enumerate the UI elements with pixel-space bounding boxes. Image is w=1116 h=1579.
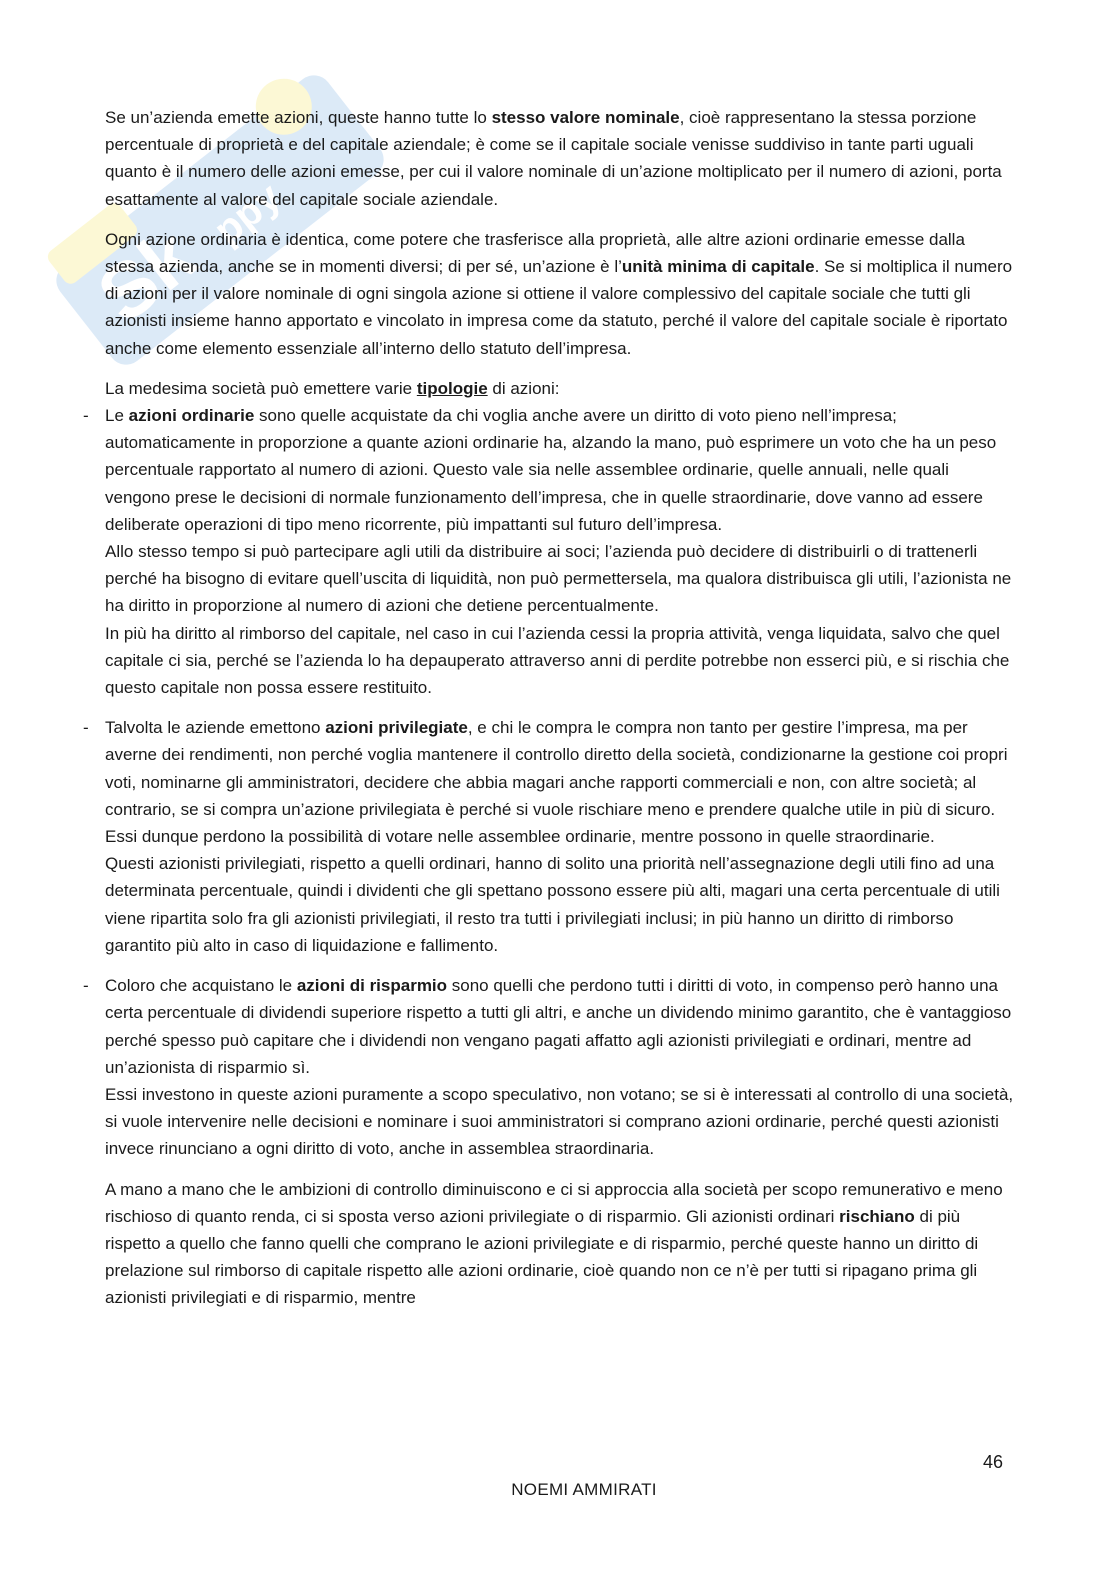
paragraph: A mano a mano che le ambizioni di controllo diminuiscono e ci si approccia alla società per scopo remunerativo e meno rischioso di quanto renda, ci si sposta verso azioni privilegiate o di risparmio. Gli azionisti ordinari rischiano di più rispetto a quello che fanno quelli che comprano le azioni privilegiate e di risparmio, perché queste hanno un diritto di prelazione sul rimborso di capitale rispetto alle azioni ordinarie, cioè quando non ce n’è per tutti si ripagano prima gli azionisti privilegiati e di risparmio, mentre — [105, 1179, 1003, 1308]
paragraph: Le azioni ordinarie sono quelle acquistate da chi voglia anche avere un diritto di voto pieno nell’impresa; automaticamente in proporzione a quante azioni ordinarie ha, alzando la mano, può esprimere un voto che ha un peso percentuale rapportato al numero di azioni. Questo vale sia nelle assemblee ordinarie, quelle annuali, nelle quali vengono prese le decisioni di normale funzionamento dell’impresa, che in quelle straordinarie, dove vanno ad essere deliberate operazioni di tipo meno ricorrente, più impattanti sul futuro dell’impresa. — [105, 406, 997, 534]
paragraph: Questi azionisti privilegiati, rispetto a quelli ordinari, hanno di solito una priorità nell’assegnazione degli utili fino ad una determinata percentuale, quindi i dividenti che gli spettano possono essere più alti, magari una certa percentuale di utili viene ripartita solo fra gli azionisti privilegiati, il resto tra tutti i privilegiati inclusi; in più hanno un diritto di rimborso garantito più alto in caso di liquidazione e fallimento. — [105, 854, 1000, 955]
paragraph: Coloro che acquistano le azioni di risparmio sono quelli che perdono tutti i diritti di voto, in compenso però hanno una certa percentuale di dividendi superiore rispetto a tutti gli altri, e anche un dividendo minimo garantito, che è vantaggioso perché spesso può capitare che i dividendi non vengano pagati affatto agli azionisti privilegiati e ordinari, mentre ad un’azionista di risparmio sì. — [105, 976, 1012, 1077]
list-item — [83, 714, 1017, 959]
paragraph: Allo stesso tempo si può partecipare agli utili da distribuire ai soci; l’azienda può decidere di distribuirli o di trattenerli perché ha bisogno di evitare quell’uscita di liquidità, non può permettersela, ma qualora distribuisca gli utili, l’azionista ne ha diritto in proporzione al numero di azioni che detiene percentualmente. — [105, 542, 1012, 616]
main-text — [83, 104, 1017, 1325]
paragraph: Ogni azione ordinaria è identica, come potere che trasferisce alla proprietà, alle altre azioni ordinarie emesse dalla stessa azienda, anche se in momenti diversi; di per sé, un’azione è l’unità minima di capitale. Se si moltiplica il numero di azioni per il valore nominale di ogni singola azione si ottiene il valore complessivo del capitale sociale che tutti gli azionisti insieme hanno apportato e vincolato in impresa come da statuto, perché il valore del capitale sociale è riportato anche come elemento essenziale all’interno dello statuto dell’impresa. — [105, 229, 1013, 358]
paragraph: Essi investono in queste azioni puramente a scopo speculativo, non votano; se si è interessati al controllo di una società, si vuole intervenire nelle decisioni e nominare i suoi amministratori si comprano azioni ordinarie, perché questi azionisti invece rinunciano a ogni diritto di voto, anche in assemblea straordinaria. — [105, 1084, 1014, 1159]
bullet-dash: - — [83, 406, 89, 426]
svg-text:ppy: ppy — [205, 174, 290, 253]
svg-text:Sk: Sk — [81, 211, 211, 340]
bullet-dash: - — [83, 718, 89, 738]
paragraph: Se un’azienda emette azioni, queste hanno tutte lo stesso valore nominale, cioè rappresentano la stessa porzione percentuale di proprietà e del capitale aziendale; è come se il capitale sociale venisse suddiviso in tante parti uguali quanto è il numero delle azioni emesse, per cui il valore nominale di un’azione moltiplicato per il numero di azioni, porta esattamente al valore del capitale sociale aziendale. — [105, 108, 1002, 209]
list-item — [83, 402, 1017, 701]
paragraph: Talvolta le aziende emettono azioni privilegiate, e chi le compra le compra non tanto per gestire l’impresa, ma per averne dei rendimenti, non perché voglia mantenere il controllo diretto della società, condizionarne la gestione coi propri voti, nominarne gli amministratori, decidere che abbia magari anche rapporti commerciali e non, con altre società; al contrario, se si compra un’azione privilegiata è perché si vuole rischiare meno e prendere qualche utile in più di sicuro. Essi dunque perdono la possibilità di votare nelle assemblee ordinarie, mentre possono in quelle straordinarie. — [105, 718, 1008, 847]
list-item — [83, 972, 1017, 1162]
paragraph: In più ha diritto al rimborso del capitale, nel caso in cui l’azienda cessi la propria attività, venga liquidata, salvo che quel capitale ci sia, perché se l’azienda lo ha depauperato attraverso anni di perdite potrebbe non esserci più, e si rischia che questo capitale non possa essere restituito. — [105, 623, 1010, 698]
footer-author: NOEMI AMMIRATI — [511, 1480, 657, 1499]
bullet-dash: - — [83, 976, 89, 996]
page-number: 46 — [983, 1452, 1004, 1472]
paragraph: La medesima società può emettere varie tipologie di azioni: — [105, 378, 560, 398]
